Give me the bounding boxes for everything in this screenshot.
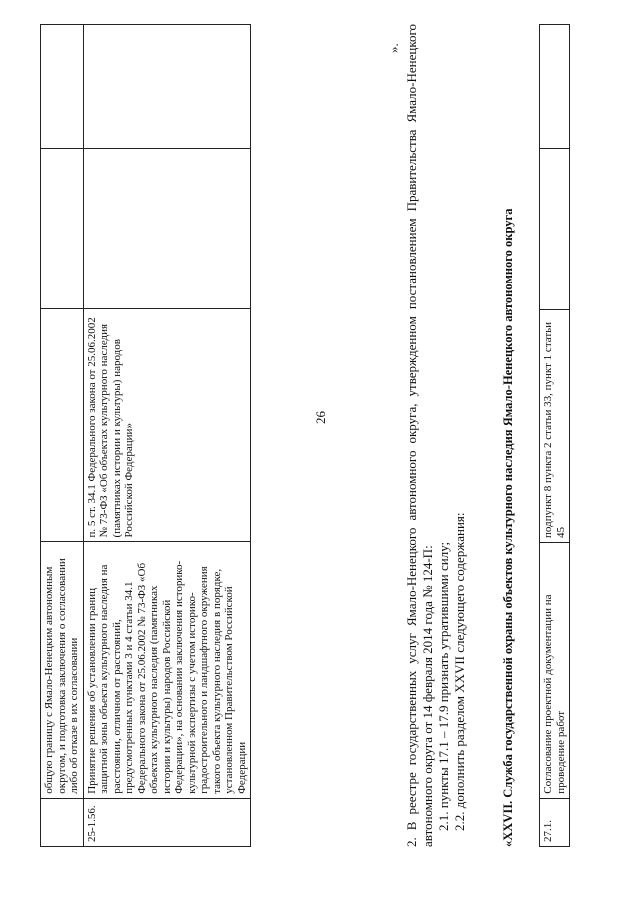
col5-cell bbox=[41, 25, 84, 149]
paragraph-registry: 2. В реестре государственных услуг Ямало-Ненецкого автономного округа, утвержденном постановлением Правительства Ямало-Ненецкого автономного округа от 14 февраля 2014 года № 124-П: bbox=[404, 24, 435, 847]
table-row bbox=[540, 25, 570, 847]
paragraph-2-1: 2.1. пункты 17.1 – 17.9 признать утратившими силу; bbox=[436, 541, 451, 831]
section-heading: «XXVII. Служба государственной охраны объектов культурного наследия Ямало-Ненецкого автономного округа bbox=[501, 208, 515, 847]
col4-cell bbox=[540, 149, 570, 310]
legal-basis-cell: подпункт 8 пункта 2 статьи 33, пункт 1 статьи 45 bbox=[540, 310, 570, 543]
procedure-cell: общую границу с Ямало-Ненецким автономным округом, и подготовка заключения о согласовании либо об отказе в их согласовании bbox=[41, 542, 84, 798]
page-number: 26 bbox=[313, 411, 328, 424]
table-row bbox=[83, 25, 251, 847]
col5-cell bbox=[540, 25, 570, 149]
col4-cell bbox=[41, 149, 84, 309]
services-table-new-section bbox=[539, 24, 570, 847]
closing-quote: ». bbox=[386, 43, 401, 53]
procedure-cell: Согласование проектной документации на проведение работ bbox=[540, 542, 570, 798]
row-number bbox=[41, 798, 84, 846]
table-row bbox=[41, 25, 84, 847]
legal-basis-cell: п. 5 ст. 34.1 Федерального закона от 25.06.2002 № 73-ФЗ «Об объектах культурного наследия (памятниках истории и культуры) народов Российской Федерации» bbox=[83, 309, 251, 542]
row-number: 27.1. bbox=[540, 798, 570, 846]
paragraph-2-2: 2.2. дополнить разделом XXVII следующего содержания: bbox=[452, 512, 467, 831]
procedure-cell: Принятие решения об установлении границ защитной зоны объекта культурного наследия на расстоянии, отличном от расстояний, предусмотренных пунктами 3 и 4 статьи 34.1 Федерального закона от 25.06.2002 № 73-ФЗ «Об объектах культурного наследия (памятниках истории и культуры) народов Российской Федерации», на основании заключения историко-культурной экспертизы с учетом историко-градостроительного и ландшафтного окружения такого объекта культурного наследия в порядке, установленном Правительством Российской Федерации bbox=[83, 542, 251, 798]
col5-cell bbox=[83, 25, 251, 149]
services-table-continued bbox=[40, 24, 251, 847]
col4-cell bbox=[83, 149, 251, 309]
legal-basis-cell bbox=[41, 309, 84, 542]
row-number: 25-1.56. bbox=[83, 798, 251, 846]
